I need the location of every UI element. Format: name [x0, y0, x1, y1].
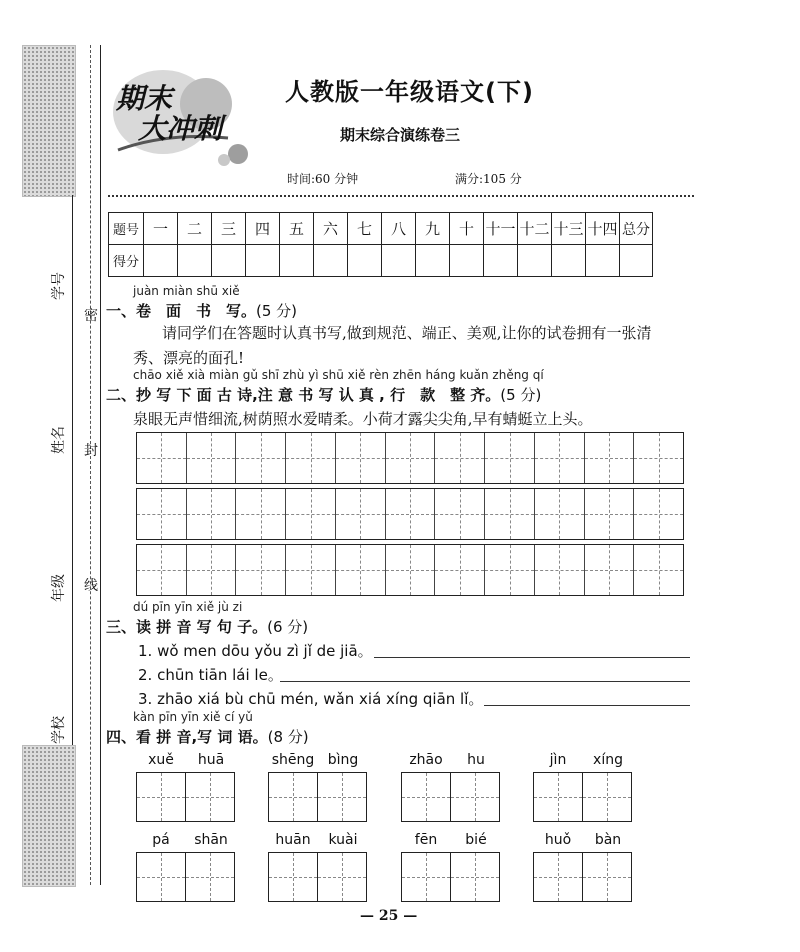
page-title: 人教版一年级语文(下)	[285, 78, 534, 106]
word-box[interactable]	[401, 772, 451, 822]
top-decoration	[22, 45, 76, 197]
word-box[interactable]	[317, 852, 367, 902]
word-pinyin: zhāo	[409, 752, 443, 768]
word-pinyin: shān	[194, 832, 228, 848]
section3-points: (6 分)	[267, 618, 309, 636]
score-header-cell: 八	[382, 213, 416, 245]
score-cell[interactable]	[586, 245, 620, 277]
score-header-cell: 五	[280, 213, 314, 245]
cut-line	[90, 45, 91, 885]
section1-pinyin: juàn miàn shū xiě	[133, 284, 240, 298]
score-cell[interactable]	[484, 245, 518, 277]
score-cell[interactable]	[246, 245, 280, 277]
score-header-cell: 十一	[484, 213, 518, 245]
word-box[interactable]	[185, 772, 235, 822]
page-number: — 25 —	[360, 908, 418, 924]
score-row-label: 得分	[109, 245, 144, 277]
word-pinyin: fēn	[414, 832, 438, 848]
score-header-cell: 十四	[586, 213, 620, 245]
score-cell[interactable]	[552, 245, 586, 277]
section2-points: (5 分)	[500, 386, 542, 404]
score-header-cell: 十三	[552, 213, 586, 245]
section3-pinyin: dú pīn yīn xiě jù zi	[133, 600, 243, 614]
logo-text-1: 期末	[116, 82, 173, 115]
seal-char-mi: 密	[84, 308, 98, 324]
score-cell[interactable]	[518, 245, 552, 277]
score-header-cell: 七	[348, 213, 382, 245]
word-box[interactable]	[401, 852, 451, 902]
school-label: 学校	[51, 716, 67, 744]
word-box[interactable]	[582, 852, 632, 902]
score-cell[interactable]	[314, 245, 348, 277]
grade-label: 年级	[51, 574, 67, 602]
answer-line-3[interactable]	[484, 705, 690, 706]
word-pinyin: xíng	[593, 752, 623, 768]
score-header-cell: 二	[178, 213, 212, 245]
section1-heading-text: 一、卷 面 书 写。	[106, 302, 257, 320]
section3-heading	[106, 616, 308, 637]
seal-char-feng: 封	[84, 443, 98, 459]
section4-pinyin: kàn pīn yīn xiě cí yǔ	[133, 710, 253, 724]
writing-grid-row[interactable]	[136, 544, 684, 596]
score-table-score-row	[109, 245, 653, 277]
word-box[interactable]	[136, 772, 186, 822]
word-pinyin: bàn	[594, 832, 622, 848]
section3-item-1: 1. wǒ men dōu yǒu zì jǐ de jiā。	[138, 642, 373, 660]
section3-heading-text: 三、读 拼 音 写 句 子。	[106, 618, 268, 636]
section2-heading	[106, 384, 541, 405]
word-box[interactable]	[268, 772, 318, 822]
word-pinyin: kuài	[328, 832, 358, 848]
score-cell[interactable]	[620, 245, 653, 277]
score-cell[interactable]	[280, 245, 314, 277]
word-box[interactable]	[268, 852, 318, 902]
word-box[interactable]	[533, 852, 583, 902]
section1-text-line2: 秀、漂亮的面孔!	[133, 349, 245, 367]
word-box[interactable]	[450, 772, 500, 822]
word-box[interactable]	[450, 852, 500, 902]
word-pinyin: jìn	[549, 752, 567, 768]
score-header-cell: 十二	[518, 213, 552, 245]
answer-line-1[interactable]	[374, 657, 690, 658]
section3-item-3: 3. zhāo xiá bù chū mén, wǎn xiá xíng qiān lǐ。	[138, 690, 484, 708]
section1-points: (5 分)	[256, 302, 298, 320]
score-cell[interactable]	[178, 245, 212, 277]
word-box[interactable]	[533, 772, 583, 822]
writing-grid-row[interactable]	[136, 432, 684, 484]
score-header-cell: 一	[144, 213, 178, 245]
score-header-cell: 总分	[620, 213, 653, 245]
score-table-header-row	[109, 213, 653, 245]
score-cell[interactable]	[348, 245, 382, 277]
section1-heading	[106, 300, 297, 321]
word-box[interactable]	[582, 772, 632, 822]
word-pinyin: hu	[467, 752, 485, 768]
score-cell[interactable]	[416, 245, 450, 277]
writing-grid-row[interactable]	[136, 488, 684, 540]
seal-char-xian: 线	[84, 578, 98, 594]
word-pinyin: bìng	[327, 752, 359, 768]
section3-item-2: 2. chūn tiān lái le。	[138, 666, 283, 684]
word-pinyin: bié	[465, 832, 487, 848]
margin-line	[72, 195, 73, 745]
word-pinyin: huān	[275, 832, 311, 848]
score-cell[interactable]	[382, 245, 416, 277]
score-header-cell: 题号	[109, 213, 144, 245]
bottom-decoration	[22, 745, 76, 887]
section1-text-line1: 请同学们在答题时认真书写,做到规范、端正、美观,让你的试卷拥有一张清	[162, 324, 652, 342]
word-pinyin: huǒ	[544, 832, 572, 848]
score-header-cell: 六	[314, 213, 348, 245]
word-pinyin: huā	[197, 752, 225, 768]
logo-text-2: 大冲刺	[138, 112, 223, 145]
section4-heading-text: 四、看 拼 音,写 词 语。	[106, 728, 268, 746]
page-subtitle: 期末综合演练卷三	[340, 126, 461, 144]
score-header-cell: 四	[246, 213, 280, 245]
name-label: 姓名	[51, 426, 67, 454]
score-header-cell: 三	[212, 213, 246, 245]
dotted-divider	[108, 195, 694, 197]
section4-points: (8 分)	[267, 728, 309, 746]
score-cell[interactable]	[144, 245, 178, 277]
section2-pinyin: chāo xiě xià miàn gǔ shī zhù yì shū xiě rèn zhēn háng kuǎn zhěng qí	[133, 368, 544, 382]
student-number-label: 学号	[51, 272, 67, 300]
score-cell[interactable]	[450, 245, 484, 277]
section2-heading-text: 二、抄 写 下 面 古 诗,注 意 书 写 认 真 , 行 款 整 齐。	[106, 386, 501, 404]
word-box[interactable]	[185, 852, 235, 902]
word-pinyin: shēng	[271, 752, 315, 768]
content-border	[100, 45, 101, 885]
word-pinyin: pá	[152, 832, 170, 848]
time-limit: 时间:60 分钟	[287, 172, 359, 186]
score-header-cell: 九	[416, 213, 450, 245]
section2-poem: 泉眼无声惜细流,树荫照水爱晴柔。小荷才露尖尖角,早有蜻蜓立上头。	[133, 410, 593, 428]
word-pinyin: xuě	[148, 752, 174, 768]
section4-heading	[106, 726, 309, 747]
score-header-cell: 十	[450, 213, 484, 245]
logo	[108, 62, 258, 172]
score-cell[interactable]	[212, 245, 246, 277]
score-table	[108, 212, 653, 277]
word-box[interactable]	[136, 852, 186, 902]
word-box[interactable]	[317, 772, 367, 822]
answer-line-2[interactable]	[280, 681, 690, 682]
full-score: 满分:105 分	[455, 172, 522, 186]
